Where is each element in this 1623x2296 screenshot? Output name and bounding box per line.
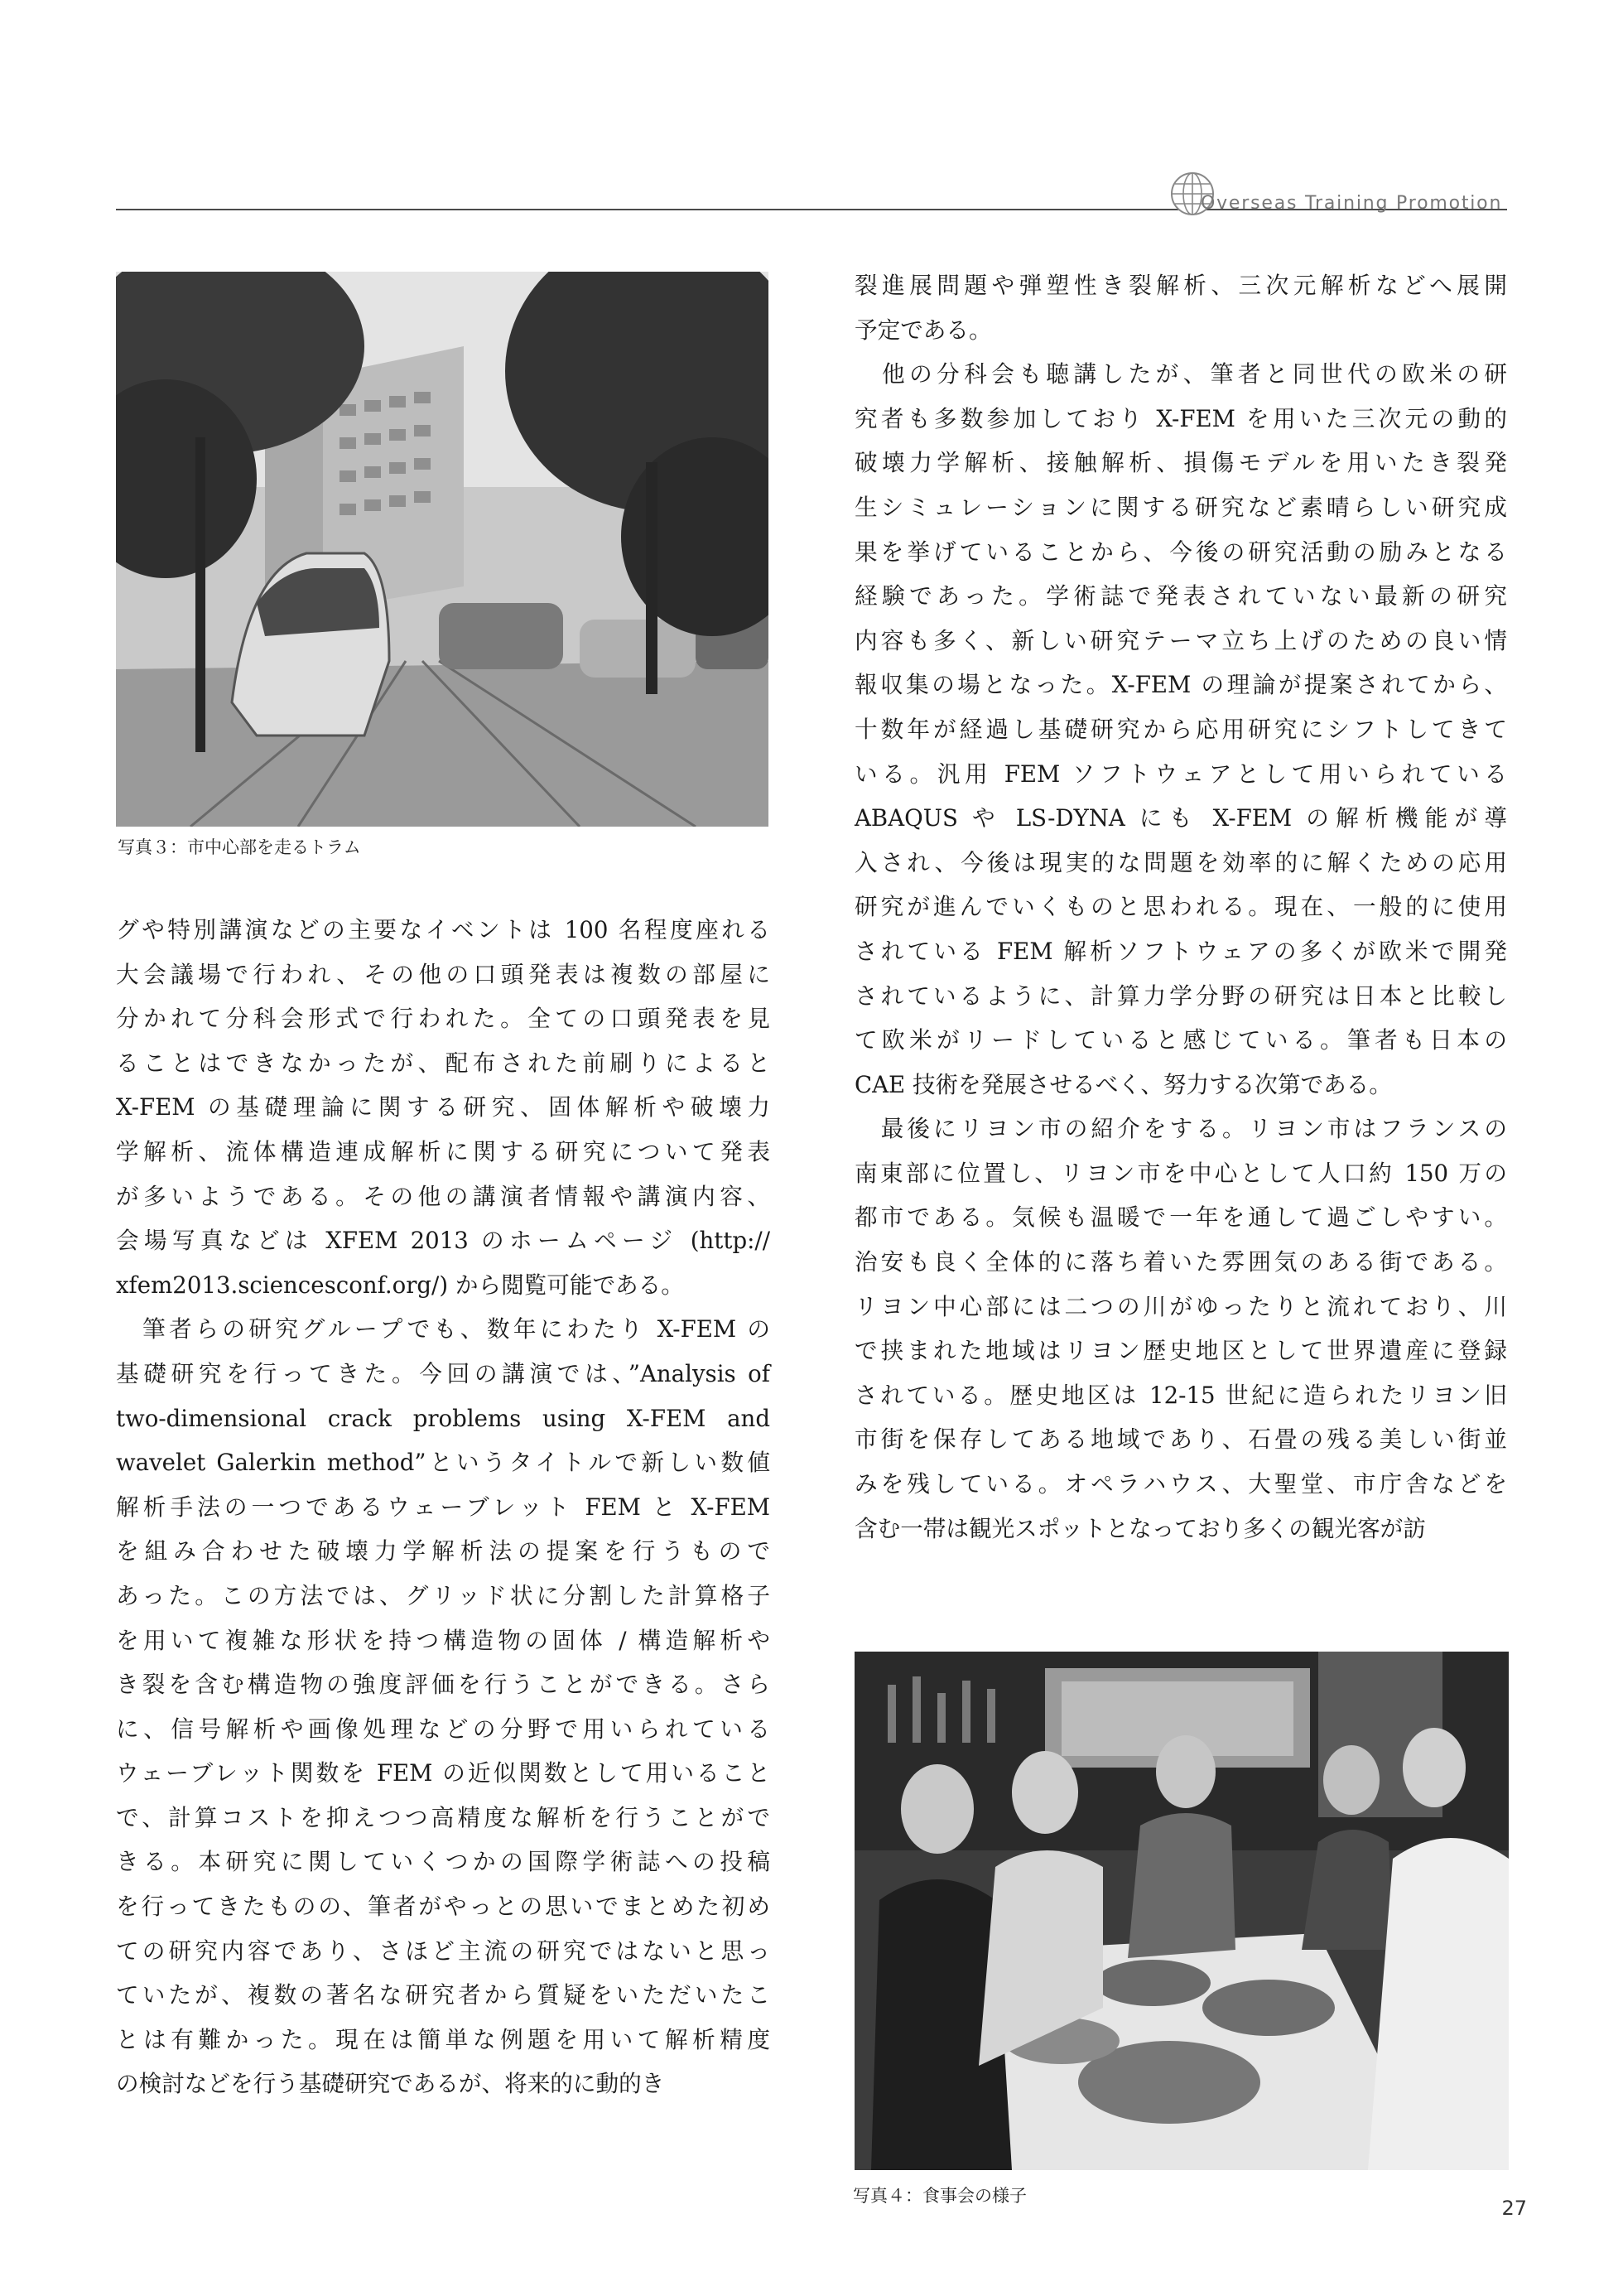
text-line: 十数年が経過し基礎研究から応用研究にシフトしてきて — [855, 715, 1507, 743]
text-line: 大会議場で行われ、その他の口頭発表は複数の部屋に — [116, 960, 770, 988]
text-line: とは有難かった。現在は簡単な例題を用いて解析精度 — [116, 2025, 770, 2053]
dinner-photo-caption: 写真４：食事会の様子 — [853, 2186, 1027, 2206]
text-line: を組み合わせた破壊力学解析法の提案を行うもので — [116, 1537, 770, 1565]
text-line: されている。歴史地区は 12-15 世紀に造られたリヨン旧 — [855, 1381, 1507, 1409]
text-line: ていたが、複数の著名な研究者から質疑をいただいたこ — [116, 1981, 770, 2009]
text-line: 含む一帯は観光スポットとなっており多くの観光客が訪 — [855, 1514, 1426, 1542]
text-line: 報収集の場となった。X-FEM の理論が提案されてから、 — [855, 671, 1507, 699]
text-line: きる。本研究に関していくつかの国際学術誌への投稿 — [116, 1848, 770, 1876]
text-line: 都市である。気候も温暖で一年を通して過ごしやすい。 — [855, 1203, 1507, 1232]
text-line: 解析手法の一つであるウェーブレット FEM と X-FEM — [116, 1493, 770, 1521]
text-line: 予定である。 — [855, 316, 992, 344]
text-line: いる。汎用 FEM ソフトウェアとして用いられている — [855, 760, 1507, 788]
text-line: 果を挙げていることから、今後の研究活動の励みとなる — [855, 538, 1507, 566]
header-title: Overseas Training Promotion — [1201, 192, 1503, 214]
text-line: されているように、計算力学分野の研究は日本と比較し — [855, 982, 1507, 1010]
text-line: が多いようである。その他の講演者情報や講演内容、 — [116, 1182, 770, 1210]
text-line: 治安も良く全体的に落ち着いた雰囲気のある街である。 — [855, 1248, 1507, 1276]
body-left-column — [116, 908, 770, 2106]
text-line: ウェーブレット関数を FEM の近似関数として用いること — [116, 1759, 770, 1787]
text-line: 会場写真などは XFEM 2013 のホームページ (http:// — [116, 1227, 770, 1255]
text-line: 最後にリヨン市の紹介をする。リヨン市はフランスの — [855, 1115, 1507, 1143]
page-number: 27 — [1501, 2197, 1527, 2220]
text-line: 市街を保存してある地域であり、石畳の残る美しい街並 — [855, 1425, 1507, 1454]
tram-photo — [116, 272, 768, 827]
text-line: 他の分科会も聴講したが、筆者と同世代の欧米の研 — [855, 360, 1507, 388]
text-line: 内容も多く、新しい研究テーマ立ち上げのための良い情 — [855, 626, 1507, 654]
text-line: されている FEM 解析ソフトウェアの多くが欧米で開発 — [855, 937, 1507, 965]
text-line: X-FEM の基礎理論に関する研究、固体解析や破壊力 — [116, 1093, 770, 1121]
text-line: 学解析、流体構造連成解析に関する研究について発表 — [116, 1137, 770, 1165]
text-line: 裂進展問題や弾塑性き裂解析、三次元解析などへ展開 — [855, 272, 1507, 299]
text-line: 筆者らの研究グループでも、数年にわたり X-FEM の — [116, 1315, 770, 1343]
text-line: を用いて複雑な形状を持つ構造物の固体 / 構造解析や — [116, 1626, 770, 1654]
text-line: 究者も多数参加しており X-FEM を用いた三次元の動的 — [855, 404, 1507, 432]
text-line: ることはできなかったが、配布された前刷りによると — [116, 1049, 770, 1077]
text-line: あった。この方法では、グリッド状に分割した計算格子 — [116, 1581, 770, 1609]
text-line: ての研究内容であり、さほど主流の研究ではないと思っ — [116, 1937, 770, 1965]
text-line: 経験であった。学術誌で発表されていない最新の研究 — [855, 582, 1507, 610]
header-brand — [1169, 171, 1502, 217]
text-line: xfem2013.sciencesconf.org/) から閲覧可能である。 — [116, 1271, 684, 1299]
text-line: 研究が進んでいくものと思われる。現在、一般的に使用 — [855, 893, 1507, 921]
text-line: 基礎研究を行ってきた。今回の講演では、”Analysis of — [116, 1359, 770, 1387]
text-line: two-dimensional crack problems using X-FEM and — [116, 1404, 770, 1432]
text-line: の検討などを行う基礎研究であるが、将来的に動的き — [116, 2070, 665, 2098]
text-line: で挟まれた地域はリヨン歴史地区として世界遺産に登録 — [855, 1337, 1507, 1365]
text-line: 入され、今後は現実的な問題を効率的に解くための応用 — [855, 848, 1507, 876]
dinner-photo — [855, 1652, 1509, 2170]
text-line: wavelet Galerkin method”というタイトルで新しい数値 — [116, 1449, 770, 1477]
text-line: ABAQUS や LS-DYNA にも X-FEM の解析機能が導 — [855, 804, 1507, 832]
text-line: き裂を含む構造物の強度評価を行うことができる。さら — [116, 1671, 770, 1699]
text-line: 南東部に位置し、リヨン市を中心として人口約 150 万の — [855, 1159, 1507, 1187]
text-line: て欧米がリードしていると感じている。筆者も日本の — [855, 1026, 1507, 1054]
text-line: で、計算コストを抑えつつ高精度な解析を行うことがで — [116, 1803, 770, 1831]
body-right-column — [855, 263, 1507, 1551]
text-line: みを残している。オペラハウス、大聖堂、市庁舎などを — [855, 1470, 1507, 1498]
text-line: を行ってきたものの、筆者がやっとの思いでまとめた初め — [116, 1893, 770, 1921]
text-line: リヨン中心部には二つの川がゆったりと流れており、川 — [855, 1292, 1507, 1320]
text-line: 生シミュレーションに関する研究など素晴らしい研究成 — [855, 493, 1507, 521]
text-line: CAE 技術を発展させるべく、努力する次第である。 — [855, 1070, 1392, 1098]
text-line: 破壊力学解析、接触解析、損傷モデルを用いたき裂発 — [855, 449, 1507, 477]
text-line: 分かれて分科会形式で行われた。全ての口頭発表を見 — [116, 1005, 770, 1033]
text-line: グや特別講演などの主要なイベントは 100 名程度座れる — [116, 916, 770, 943]
text-line: に、信号解析や画像処理などの分野で用いられている — [116, 1715, 770, 1743]
tram-photo-caption: 写真３：市中心部を走るトラム — [118, 837, 361, 857]
